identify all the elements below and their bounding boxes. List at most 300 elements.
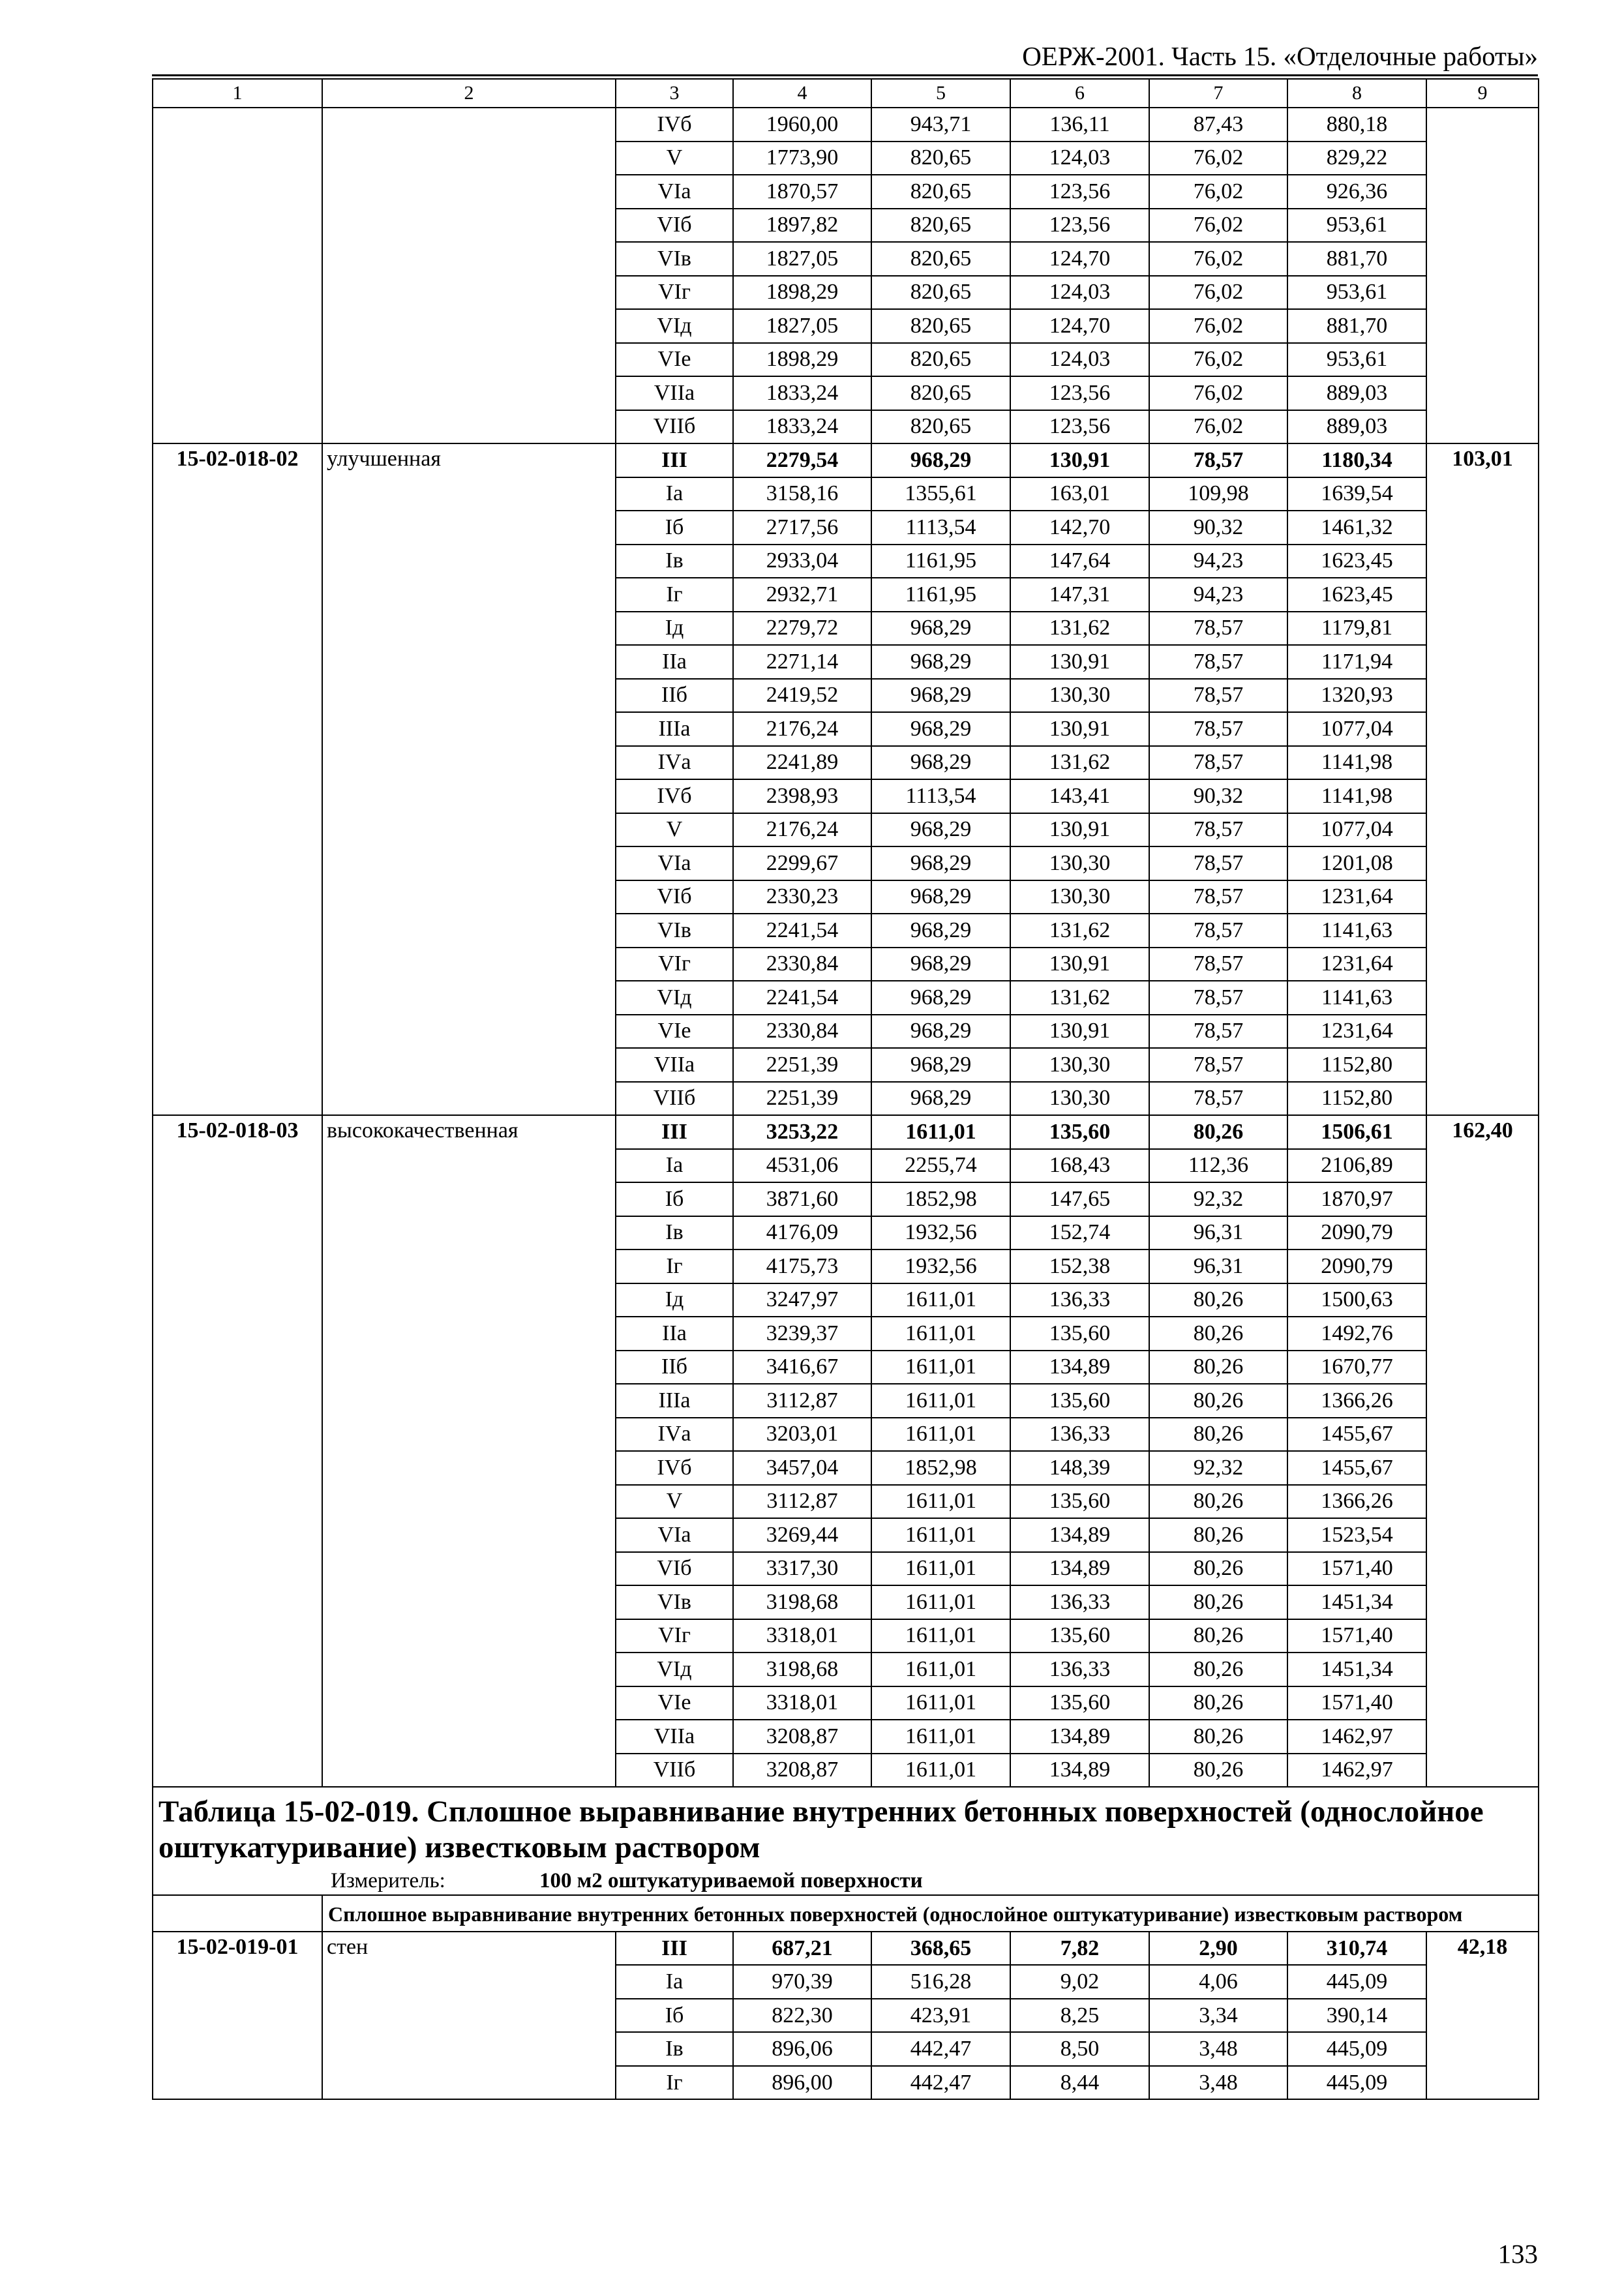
zone-cell: III <box>616 443 733 477</box>
value-cell: 123,56 <box>1010 410 1149 444</box>
value-cell: 3208,87 <box>733 1754 871 1788</box>
zone-cell: Iг <box>616 578 733 612</box>
value-cell: 78,57 <box>1149 1048 1287 1082</box>
value-cell: 968,29 <box>871 813 1010 847</box>
zone-cell: IVб <box>616 779 733 813</box>
value-cell: 76,02 <box>1149 410 1287 444</box>
zone-cell: Iб <box>616 511 733 545</box>
value-cell: 80,26 <box>1149 1351 1287 1384</box>
value-cell: 76,02 <box>1149 142 1287 175</box>
value-cell: 90,32 <box>1149 511 1287 545</box>
value-cell: 130,30 <box>1010 846 1149 880</box>
column-number: 5 <box>871 79 1010 108</box>
unit-label: Измеритель: <box>331 1868 445 1893</box>
value-cell: 1152,80 <box>1287 1082 1426 1116</box>
zone-cell: VIа <box>616 1518 733 1552</box>
value-cell: 147,64 <box>1010 545 1149 578</box>
zone-cell: VIд <box>616 1653 733 1686</box>
value-cell: 130,91 <box>1010 712 1149 746</box>
table-title: Таблица 15-02-019. Сплошное выравнивание внутренних бетонных поверхностей (однослойное оштукатуривание) известковым раствором <box>158 1795 1484 1865</box>
value-cell: 445,09 <box>1287 1965 1426 1999</box>
value-cell: 136,33 <box>1010 1418 1149 1452</box>
value-cell: 1455,67 <box>1287 1451 1426 1485</box>
table-title-cell <box>153 1787 1539 1895</box>
value-cell: 134,89 <box>1010 1754 1149 1788</box>
value-cell: 131,62 <box>1010 914 1149 948</box>
value-cell: 968,29 <box>871 846 1010 880</box>
value-cell: 820,65 <box>871 175 1010 209</box>
value-cell: 1141,63 <box>1287 914 1426 948</box>
zone-cell: VIе <box>616 343 733 377</box>
column-number: 3 <box>616 79 733 108</box>
value-cell: 1611,01 <box>871 1485 1010 1519</box>
value-cell: 926,36 <box>1287 175 1426 209</box>
value-cell: 445,09 <box>1287 2032 1426 2066</box>
value-cell: 92,32 <box>1149 1182 1287 1216</box>
value-cell: 1852,98 <box>871 1182 1010 1216</box>
zone-cell: Iв <box>616 2032 733 2066</box>
value-cell: 1870,57 <box>733 175 871 209</box>
value-cell: 1366,26 <box>1287 1485 1426 1519</box>
value-cell: 2251,39 <box>733 1082 871 1116</box>
value-cell: 2419,52 <box>733 679 871 713</box>
value-cell: 78,57 <box>1149 443 1287 477</box>
value-cell: 9,02 <box>1010 1965 1149 1999</box>
value-cell: 2106,89 <box>1287 1149 1426 1183</box>
value-cell: 1611,01 <box>871 1518 1010 1552</box>
value-cell: 442,47 <box>871 2032 1010 2066</box>
zone-cell: VIд <box>616 981 733 1015</box>
value-cell: 130,91 <box>1010 645 1149 679</box>
value-cell: 3457,04 <box>733 1451 871 1485</box>
value-cell: 134,89 <box>1010 1552 1149 1586</box>
value-cell: 2299,67 <box>733 846 871 880</box>
value-cell: 7,82 <box>1010 1932 1149 1966</box>
value-cell: 134,89 <box>1010 1518 1149 1552</box>
zone-cell: Iг <box>616 2066 733 2100</box>
zone-cell: IVб <box>616 108 733 142</box>
value-cell: 1833,24 <box>733 410 871 444</box>
value-cell: 2176,24 <box>733 712 871 746</box>
column-number: 1 <box>153 79 322 108</box>
column-number: 6 <box>1010 79 1149 108</box>
zone-cell: Iв <box>616 545 733 578</box>
value-cell: 1932,56 <box>871 1249 1010 1283</box>
value-cell: 130,91 <box>1010 1015 1149 1049</box>
value-cell: 820,65 <box>871 276 1010 310</box>
value-cell: 1870,97 <box>1287 1182 1426 1216</box>
value-cell: 80,26 <box>1149 1518 1287 1552</box>
value-cell: 78,57 <box>1149 880 1287 914</box>
zone-cell: IIб <box>616 1351 733 1384</box>
value-cell: 148,39 <box>1010 1451 1149 1485</box>
value-cell: 76,02 <box>1149 309 1287 343</box>
value-cell: 2241,54 <box>733 914 871 948</box>
zone-cell: VIе <box>616 1015 733 1049</box>
zone-cell: Iа <box>616 477 733 511</box>
value-cell: 310,74 <box>1287 1932 1426 1966</box>
value-cell: 130,91 <box>1010 443 1149 477</box>
value-cell: 3247,97 <box>733 1283 871 1317</box>
item-name <box>322 108 616 443</box>
value-cell: 76,02 <box>1149 175 1287 209</box>
value-cell: 76,02 <box>1149 242 1287 276</box>
value-cell: 3,34 <box>1149 1999 1287 2033</box>
value-cell: 2255,74 <box>871 1149 1010 1183</box>
zone-cell: IVа <box>616 746 733 780</box>
value-cell: 136,33 <box>1010 1283 1149 1317</box>
value-cell: 1852,98 <box>871 1451 1010 1485</box>
value-cell: 1462,97 <box>1287 1720 1426 1754</box>
value-cell: 1611,01 <box>871 1351 1010 1384</box>
value-cell: 80,26 <box>1149 1686 1287 1720</box>
value-cell: 123,56 <box>1010 376 1149 410</box>
value-cell: 881,70 <box>1287 309 1426 343</box>
value-cell: 1171,94 <box>1287 645 1426 679</box>
value-cell: 943,71 <box>871 108 1010 142</box>
value-cell: 80,26 <box>1149 1283 1287 1317</box>
value-cell: 78,57 <box>1149 712 1287 746</box>
value-cell: 881,70 <box>1287 242 1426 276</box>
value-cell: 109,98 <box>1149 477 1287 511</box>
page-number: 133 <box>1497 2239 1538 2269</box>
zone-cell: VIе <box>616 1686 733 1720</box>
zone-cell: V <box>616 1485 733 1519</box>
zone-cell: VIб <box>616 1552 733 1586</box>
item-name: улучшенная <box>322 443 616 1115</box>
value-cell: 1827,05 <box>733 309 871 343</box>
value-cell: 1077,04 <box>1287 712 1426 746</box>
zone-cell: Iб <box>616 1999 733 2033</box>
value-cell: 2251,39 <box>733 1048 871 1082</box>
value-cell: 968,29 <box>871 612 1010 646</box>
value-cell: 820,65 <box>871 209 1010 243</box>
value-cell: 1611,01 <box>871 1552 1010 1586</box>
value-cell: 90,32 <box>1149 779 1287 813</box>
zone-cell: III <box>616 1932 733 1966</box>
value-cell: 968,29 <box>871 1082 1010 1116</box>
value-cell: 880,18 <box>1287 108 1426 142</box>
value-cell: 1180,34 <box>1287 443 1426 477</box>
value-cell: 1611,01 <box>871 1585 1010 1619</box>
value-cell: 1455,67 <box>1287 1418 1426 1452</box>
value-cell: 1773,90 <box>733 142 871 175</box>
value-cell: 3269,44 <box>733 1518 871 1552</box>
value-cell: 78,57 <box>1149 813 1287 847</box>
zone-cell: VIв <box>616 914 733 948</box>
value-cell: 135,60 <box>1010 1317 1149 1351</box>
value-cell: 80,26 <box>1149 1317 1287 1351</box>
value-cell: 80,26 <box>1149 1485 1287 1519</box>
price-table-page <box>152 78 1538 2100</box>
value-cell: 2717,56 <box>733 511 871 545</box>
unit-value: 100 м2 оштукатуриваемой поверхности <box>539 1868 923 1893</box>
value-cell: 820,65 <box>871 242 1010 276</box>
value-cell: 135,60 <box>1010 1115 1149 1149</box>
value-cell: 1611,01 <box>871 1720 1010 1754</box>
value-cell: 2932,71 <box>733 578 871 612</box>
value-cell: 968,29 <box>871 880 1010 914</box>
value-cell: 2330,84 <box>733 948 871 981</box>
empty-cell <box>153 1895 322 1932</box>
value-cell: 78,57 <box>1149 981 1287 1015</box>
col9-value: 162,40 <box>1426 1115 1539 1787</box>
value-cell: 76,02 <box>1149 209 1287 243</box>
value-cell: 1161,95 <box>871 578 1010 612</box>
value-cell: 8,25 <box>1010 1999 1149 2033</box>
column-number: 7 <box>1149 79 1287 108</box>
value-cell: 124,70 <box>1010 309 1149 343</box>
value-cell: 136,33 <box>1010 1653 1149 1686</box>
value-cell: 1611,01 <box>871 1384 1010 1418</box>
value-cell: 968,29 <box>871 914 1010 948</box>
zone-cell: VIд <box>616 309 733 343</box>
value-cell: 130,30 <box>1010 1048 1149 1082</box>
value-cell: 152,74 <box>1010 1216 1149 1250</box>
value-cell: 1611,01 <box>871 1283 1010 1317</box>
value-cell: 147,65 <box>1010 1182 1149 1216</box>
value-cell: 1366,26 <box>1287 1384 1426 1418</box>
value-cell: 889,03 <box>1287 410 1426 444</box>
value-cell: 80,26 <box>1149 1418 1287 1452</box>
zone-cell: IIIа <box>616 1384 733 1418</box>
zone-cell: VIIа <box>616 1048 733 1082</box>
value-cell: 135,60 <box>1010 1619 1149 1653</box>
zone-cell: VIв <box>616 1585 733 1619</box>
value-cell: 123,56 <box>1010 175 1149 209</box>
column-number: 4 <box>733 79 871 108</box>
zone-cell: IIIа <box>616 712 733 746</box>
table-row <box>153 108 1539 142</box>
value-cell: 80,26 <box>1149 1653 1287 1686</box>
value-cell: 1231,64 <box>1287 948 1426 981</box>
zone-cell: III <box>616 1115 733 1149</box>
value-cell: 820,65 <box>871 343 1010 377</box>
value-cell: 130,91 <box>1010 948 1149 981</box>
value-cell: 3239,37 <box>733 1317 871 1351</box>
value-cell: 135,60 <box>1010 1686 1149 1720</box>
value-cell: 1611,01 <box>871 1317 1010 1351</box>
value-cell: 820,65 <box>871 142 1010 175</box>
value-cell: 78,57 <box>1149 645 1287 679</box>
value-cell: 78,57 <box>1149 612 1287 646</box>
section-description-row <box>153 1895 1539 1932</box>
value-cell: 687,21 <box>733 1932 871 1966</box>
value-cell: 124,03 <box>1010 343 1149 377</box>
value-cell: 1611,01 <box>871 1754 1010 1788</box>
value-cell: 1571,40 <box>1287 1619 1426 1653</box>
value-cell: 80,26 <box>1149 1115 1287 1149</box>
value-cell: 76,02 <box>1149 376 1287 410</box>
value-cell: 3112,87 <box>733 1485 871 1519</box>
zone-cell: Iб <box>616 1182 733 1216</box>
zone-cell: VIг <box>616 1619 733 1653</box>
value-cell: 94,23 <box>1149 578 1287 612</box>
item-code: 15-02-018-03 <box>153 1115 322 1787</box>
value-cell: 1355,61 <box>871 477 1010 511</box>
value-cell: 124,70 <box>1010 242 1149 276</box>
value-cell: 78,57 <box>1149 1015 1287 1049</box>
col9-value <box>1426 108 1539 443</box>
table-row <box>153 1115 1539 1149</box>
value-cell: 78,57 <box>1149 679 1287 713</box>
zone-cell: Iд <box>616 1283 733 1317</box>
value-cell: 968,29 <box>871 746 1010 780</box>
value-cell: 3198,68 <box>733 1585 871 1619</box>
zone-cell: VIб <box>616 209 733 243</box>
value-cell: 8,44 <box>1010 2066 1149 2100</box>
value-cell: 820,65 <box>871 410 1010 444</box>
value-cell: 3208,87 <box>733 1720 871 1754</box>
value-cell: 1611,01 <box>871 1686 1010 1720</box>
zone-cell: VIб <box>616 880 733 914</box>
zone-cell: VIа <box>616 175 733 209</box>
value-cell: 1451,34 <box>1287 1585 1426 1619</box>
value-cell: 1898,29 <box>733 343 871 377</box>
value-cell: 968,29 <box>871 948 1010 981</box>
zone-cell: VIг <box>616 276 733 310</box>
value-cell: 3,48 <box>1149 2032 1287 2066</box>
value-cell: 4176,09 <box>733 1216 871 1250</box>
value-cell: 1571,40 <box>1287 1686 1426 1720</box>
value-cell: 112,36 <box>1149 1149 1287 1183</box>
value-cell: 1897,82 <box>733 209 871 243</box>
value-cell: 3318,01 <box>733 1686 871 1720</box>
price-table <box>152 78 1539 2100</box>
value-cell: 3416,67 <box>733 1351 871 1384</box>
value-cell: 2241,54 <box>733 981 871 1015</box>
value-cell: 3198,68 <box>733 1653 871 1686</box>
value-cell: 1523,54 <box>1287 1518 1426 1552</box>
value-cell: 2933,04 <box>733 545 871 578</box>
col9-value: 103,01 <box>1426 443 1539 1115</box>
value-cell: 96,31 <box>1149 1249 1287 1283</box>
value-cell: 1113,54 <box>871 511 1010 545</box>
item-name: стен <box>322 1932 616 2100</box>
value-cell: 1451,34 <box>1287 1653 1426 1686</box>
value-cell: 2090,79 <box>1287 1249 1426 1283</box>
zone-cell: IVа <box>616 1418 733 1452</box>
zone-cell: V <box>616 142 733 175</box>
value-cell: 134,89 <box>1010 1720 1149 1754</box>
zone-cell: IIа <box>616 645 733 679</box>
value-cell: 80,26 <box>1149 1754 1287 1788</box>
value-cell: 1827,05 <box>733 242 871 276</box>
zone-cell: Iа <box>616 1149 733 1183</box>
value-cell: 123,56 <box>1010 209 1149 243</box>
value-cell: 822,30 <box>733 1999 871 2033</box>
value-cell: 1141,98 <box>1287 779 1426 813</box>
value-cell: 820,65 <box>871 376 1010 410</box>
value-cell: 1141,63 <box>1287 981 1426 1015</box>
value-cell: 87,43 <box>1149 108 1287 142</box>
unit-of-measure <box>158 1870 1533 1892</box>
value-cell: 4175,73 <box>733 1249 871 1283</box>
zone-cell: V <box>616 813 733 847</box>
value-cell: 1077,04 <box>1287 813 1426 847</box>
value-cell: 1492,76 <box>1287 1317 1426 1351</box>
value-cell: 135,60 <box>1010 1384 1149 1418</box>
value-cell: 130,91 <box>1010 813 1149 847</box>
value-cell: 92,32 <box>1149 1451 1287 1485</box>
value-cell: 390,14 <box>1287 1999 1426 2033</box>
value-cell: 78,57 <box>1149 1082 1287 1116</box>
item-code: 15-02-018-02 <box>153 443 322 1115</box>
zone-cell: Iд <box>616 612 733 646</box>
value-cell: 1231,64 <box>1287 880 1426 914</box>
value-cell: 2176,24 <box>733 813 871 847</box>
value-cell: 1179,81 <box>1287 612 1426 646</box>
value-cell: 953,61 <box>1287 209 1426 243</box>
value-cell: 1231,64 <box>1287 1015 1426 1049</box>
value-cell: 1833,24 <box>733 376 871 410</box>
value-cell: 80,26 <box>1149 1384 1287 1418</box>
value-cell: 968,29 <box>871 443 1010 477</box>
value-cell: 8,50 <box>1010 2032 1149 2066</box>
value-cell: 516,28 <box>871 1965 1010 1999</box>
value-cell: 953,61 <box>1287 343 1426 377</box>
value-cell: 820,65 <box>871 309 1010 343</box>
value-cell: 3,48 <box>1149 2066 1287 2100</box>
column-number-row <box>153 79 1539 108</box>
value-cell: 80,26 <box>1149 1585 1287 1619</box>
zone-cell: VIIа <box>616 1720 733 1754</box>
zone-cell: IIа <box>616 1317 733 1351</box>
zone-cell: IVб <box>616 1451 733 1485</box>
value-cell: 131,62 <box>1010 746 1149 780</box>
value-cell: 1141,98 <box>1287 746 1426 780</box>
value-cell: 2398,93 <box>733 779 871 813</box>
value-cell: 134,89 <box>1010 1351 1149 1384</box>
value-cell: 130,30 <box>1010 880 1149 914</box>
value-cell: 1201,08 <box>1287 846 1426 880</box>
value-cell: 131,62 <box>1010 981 1149 1015</box>
value-cell: 4531,06 <box>733 1149 871 1183</box>
value-cell: 136,33 <box>1010 1585 1149 1619</box>
value-cell: 1506,61 <box>1287 1115 1426 1149</box>
zone-cell: VIв <box>616 242 733 276</box>
value-cell: 78,57 <box>1149 846 1287 880</box>
value-cell: 968,29 <box>871 679 1010 713</box>
value-cell: 76,02 <box>1149 343 1287 377</box>
value-cell: 1152,80 <box>1287 1048 1426 1082</box>
value-cell: 1960,00 <box>733 108 871 142</box>
value-cell: 2279,54 <box>733 443 871 477</box>
value-cell: 1623,45 <box>1287 545 1426 578</box>
zone-cell: VIIа <box>616 376 733 410</box>
value-cell: 3158,16 <box>733 477 871 511</box>
value-cell: 3318,01 <box>733 1619 871 1653</box>
value-cell: 2330,84 <box>733 1015 871 1049</box>
value-cell: 1623,45 <box>1287 578 1426 612</box>
value-cell: 829,22 <box>1287 142 1426 175</box>
value-cell: 147,31 <box>1010 578 1149 612</box>
value-cell: 896,06 <box>733 2032 871 2066</box>
value-cell: 968,29 <box>871 712 1010 746</box>
zone-cell: Iг <box>616 1249 733 1283</box>
value-cell: 2330,23 <box>733 880 871 914</box>
value-cell: 889,03 <box>1287 376 1426 410</box>
table-title-row <box>153 1787 1539 1895</box>
value-cell: 152,38 <box>1010 1249 1149 1283</box>
value-cell: 368,65 <box>871 1932 1010 1966</box>
value-cell: 78,57 <box>1149 914 1287 948</box>
value-cell: 142,70 <box>1010 511 1149 545</box>
item-name: высококачественная <box>322 1115 616 1787</box>
value-cell: 3253,22 <box>733 1115 871 1149</box>
value-cell: 953,61 <box>1287 276 1426 310</box>
table-row <box>153 443 1539 477</box>
